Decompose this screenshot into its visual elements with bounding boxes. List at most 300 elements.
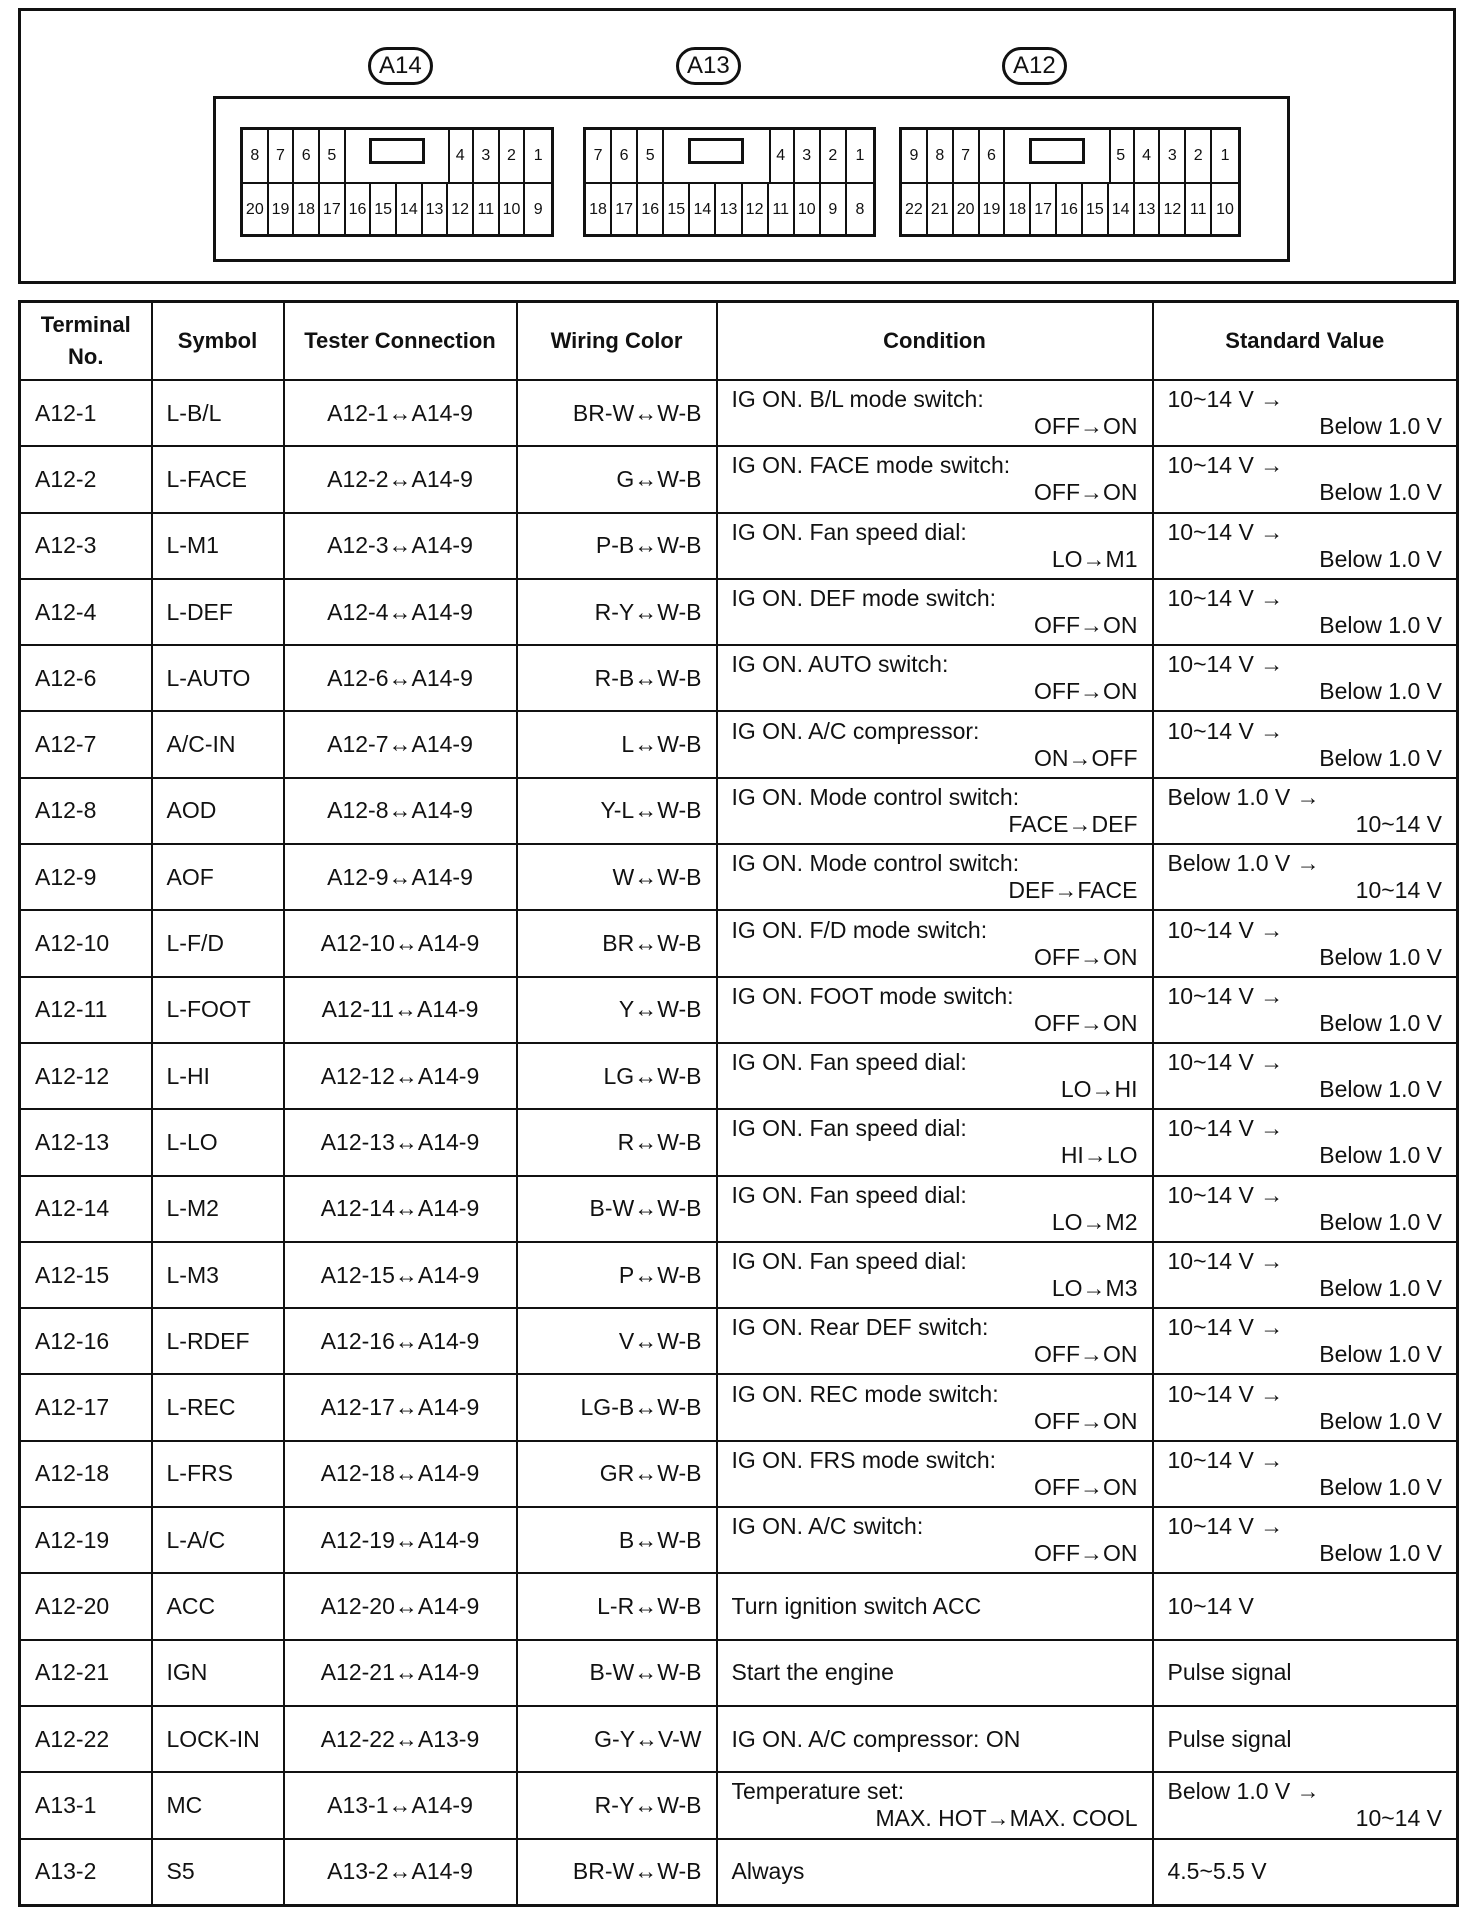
symbol-cell: IGN: [152, 1640, 284, 1706]
table-row: [20, 1706, 1458, 1772]
table-row: [20, 446, 1458, 512]
standard-value-result: Below 1.0 V: [1319, 1473, 1442, 1500]
table-row: [20, 1109, 1458, 1175]
table-row: [20, 380, 1458, 446]
terminal-table: [18, 300, 1459, 1907]
connector-label-a12: A12: [1002, 47, 1067, 85]
tester-connection-cell: A12-10↔A14-9: [284, 910, 517, 976]
condition-text: Turn ignition switch ACC: [731, 1592, 982, 1619]
condition-transition: LO→M2: [1051, 1208, 1138, 1235]
standard-value-text: 10~14 V →: [1167, 1446, 1284, 1473]
wiring-color-cell: BR-W↔W-B: [517, 1839, 717, 1906]
wiring-color-cell: B-W↔W-B: [517, 1640, 717, 1706]
symbol-cell: L-M2: [152, 1176, 284, 1242]
standard-value-result: Below 1.0 V: [1319, 1407, 1442, 1434]
wiring-color-cell: B-W↔W-B: [517, 1176, 717, 1242]
standard-value-result: Below 1.0 V: [1319, 1275, 1442, 1301]
pin-divider: [1109, 130, 1111, 182]
header-wiring: Wiring Color: [517, 302, 717, 381]
standard-value-result: Below 1.0 V: [1319, 678, 1442, 705]
terminal-cell: A12-15: [20, 1242, 152, 1308]
symbol-cell: L-FACE: [152, 446, 284, 512]
wiring-color-cell: GR↔W-B: [517, 1441, 717, 1507]
condition-cell: [717, 1176, 1153, 1242]
condition-text: IG ON. Fan speed dial:: [731, 1181, 967, 1208]
wiring-color-cell: BR↔W-B: [517, 910, 717, 976]
pin: 9: [902, 130, 928, 182]
symbol-cell: L-REC: [152, 1374, 284, 1440]
terminal-cell: A12-3: [20, 513, 152, 579]
standard-value-cell: [1153, 1839, 1458, 1906]
pin: 1: [855, 147, 865, 164]
pin: 22: [902, 184, 928, 236]
header-terminal: Terminal No.: [20, 302, 152, 381]
condition-transition: OFF→ON: [1034, 612, 1138, 639]
standard-value-text: 10~14 V →: [1167, 585, 1284, 612]
condition-text: IG ON. Fan speed dial:: [731, 1115, 967, 1142]
pin: 3: [795, 130, 821, 182]
condition-cell: [717, 1706, 1153, 1772]
connector-label-a14: A14: [368, 47, 433, 85]
table-row: [20, 910, 1458, 976]
wiring-color-cell: R-Y↔W-B: [517, 579, 717, 645]
tester-connection-cell: A12-18↔A14-9: [284, 1441, 517, 1507]
tester-connection-cell: A12-17↔A14-9: [284, 1374, 517, 1440]
condition-text: IG ON. FOOT mode switch:: [731, 982, 1014, 1009]
symbol-cell: L-B/L: [152, 380, 284, 446]
symbol-cell: L-AUTO: [152, 645, 284, 711]
table-row: [20, 513, 1458, 579]
connector-diagram: [18, 8, 1456, 284]
pin: 19: [269, 184, 295, 236]
condition-cell: [717, 1242, 1153, 1308]
tester-connection-cell: A12-3↔A14-9: [284, 513, 517, 579]
table-row: [20, 579, 1458, 645]
pin: 12: [1160, 184, 1186, 236]
tester-connection-cell: A12-4↔A14-9: [284, 579, 517, 645]
pin: 20: [954, 184, 980, 236]
symbol-cell: AOD: [152, 778, 284, 844]
table-row: [20, 1176, 1458, 1242]
standard-value-result: Below 1.0 V: [1319, 413, 1442, 440]
standard-value-text: 10~14 V →: [1167, 651, 1284, 678]
pin: 7: [269, 130, 295, 182]
condition-transition: OFF→ON: [1034, 1540, 1138, 1567]
condition-transition: LO→M1: [1051, 545, 1138, 572]
condition-cell: [717, 1640, 1153, 1706]
standard-value-text: 10~14 V →: [1167, 982, 1284, 1009]
condition-text: IG ON. A/C compressor: ON: [731, 1725, 1021, 1752]
terminal-cell: A13-1: [20, 1772, 152, 1838]
pin: 10: [500, 184, 526, 236]
terminal-cell: A12-18: [20, 1441, 152, 1507]
condition-transition: OFF→ON: [1034, 678, 1138, 705]
condition-text: IG ON. DEF mode switch:: [731, 585, 997, 612]
pin: 4: [1135, 130, 1161, 182]
condition-text: IG ON. Mode control switch:: [731, 850, 1020, 877]
tester-connection-cell: A12-21↔A14-9: [284, 1640, 517, 1706]
condition-cell: [717, 446, 1153, 512]
terminal-cell: A12-19: [20, 1507, 152, 1573]
symbol-cell: LOCK-IN: [152, 1706, 284, 1772]
pin: 8: [855, 201, 865, 218]
table-row: [20, 977, 1458, 1043]
condition-transition: MAX. HOT→MAX. COOL: [875, 1805, 1138, 1832]
condition-transition: FACE→DEF: [1008, 810, 1138, 837]
tester-connection-cell: A12-12↔A14-9: [284, 1043, 517, 1109]
standard-value-text: 10~14 V →: [1167, 1115, 1284, 1142]
terminal-cell: A12-12: [20, 1043, 152, 1109]
table-body: [20, 380, 1458, 1905]
table-row: [20, 778, 1458, 844]
wiring-color-cell: V↔W-B: [517, 1308, 717, 1374]
pin: 2: [821, 130, 847, 182]
symbol-cell: L-M1: [152, 513, 284, 579]
standard-value-result: Below 1.0 V: [1319, 612, 1442, 639]
table-row: [20, 1772, 1458, 1838]
condition-text: IG ON. FACE mode switch:: [731, 452, 1011, 479]
standard-value-cell: [1153, 1242, 1458, 1308]
pin: 17: [320, 184, 346, 236]
wiring-color-cell: BR-W↔W-B: [517, 380, 717, 446]
standard-value-result: 10~14 V: [1355, 810, 1442, 837]
standard-value-text: 10~14 V →: [1167, 1314, 1284, 1341]
standard-value-text: Below 1.0 V →: [1167, 1778, 1320, 1805]
condition-cell: [717, 513, 1153, 579]
condition-cell: [717, 910, 1153, 976]
standard-value-cell: [1153, 844, 1458, 910]
pin: 11: [474, 184, 500, 236]
tester-connection-cell: A12-9↔A14-9: [284, 844, 517, 910]
condition-cell: [717, 977, 1153, 1043]
standard-value-cell: [1153, 380, 1458, 446]
standard-value-text: 10~14 V →: [1167, 916, 1284, 943]
condition-text: IG ON. Fan speed dial:: [731, 1049, 967, 1076]
terminal-cell: A12-16: [20, 1308, 152, 1374]
header-standard: Standard Value: [1153, 302, 1458, 381]
pin: 13: [716, 184, 742, 236]
wiring-color-cell: W↔W-B: [517, 844, 717, 910]
pin: 5: [1109, 130, 1135, 182]
condition-text: IG ON. A/C compressor:: [731, 717, 980, 744]
terminal-cell: A12-6: [20, 645, 152, 711]
standard-value-cell: [1153, 1573, 1458, 1639]
table-row: [20, 1507, 1458, 1573]
table-row: [20, 1043, 1458, 1109]
standard-value-text: 10~14 V →: [1167, 452, 1284, 479]
condition-text: IG ON. Fan speed dial:: [731, 1248, 967, 1274]
standard-value-result: Below 1.0 V: [1319, 479, 1442, 506]
pin: 18: [1005, 184, 1031, 236]
pin: 19: [980, 184, 1006, 236]
symbol-cell: MC: [152, 1772, 284, 1838]
pin: 16: [346, 184, 372, 236]
tester-connection-cell: A12-6↔A14-9: [284, 645, 517, 711]
condition-cell: [717, 844, 1153, 910]
symbol-cell: S5: [152, 1839, 284, 1906]
standard-value-cell: [1153, 1507, 1458, 1573]
standard-value-text: 10~14 V →: [1167, 717, 1284, 744]
tester-connection-cell: A12-15↔A14-9: [284, 1242, 517, 1308]
standard-value-result: 10~14 V: [1355, 1805, 1442, 1832]
terminal-cell: A12-7: [20, 711, 152, 777]
symbol-cell: L-FOOT: [152, 977, 284, 1043]
pin: 8: [243, 130, 269, 182]
condition-text: Always: [731, 1858, 805, 1885]
condition-cell: [717, 1573, 1153, 1639]
pin: 13: [1135, 184, 1161, 236]
condition-cell: [717, 1374, 1153, 1440]
table-row: [20, 645, 1458, 711]
pin-row-bottom: [902, 182, 1238, 236]
pin: 6: [294, 130, 320, 182]
standard-value-cell: [1153, 1043, 1458, 1109]
terminal-cell: A12-21: [20, 1640, 152, 1706]
terminal-cell: A12-20: [20, 1573, 152, 1639]
standard-value-cell: [1153, 1706, 1458, 1772]
standard-value-cell: [1153, 1441, 1458, 1507]
terminal-cell: A12-4: [20, 579, 152, 645]
condition-text: IG ON. FRS mode switch:: [731, 1446, 997, 1473]
pin: 14: [397, 184, 423, 236]
condition-text: IG ON. B/L mode switch:: [731, 386, 984, 413]
table-row: [20, 844, 1458, 910]
wiring-color-cell: R-Y↔W-B: [517, 1772, 717, 1838]
standard-value-cell: [1153, 513, 1458, 579]
table-row: [20, 1839, 1458, 1906]
standard-value-result: Below 1.0 V: [1319, 1076, 1442, 1103]
standard-value-result: Below 1.0 V: [1319, 545, 1442, 572]
condition-transition: OFF→ON: [1034, 1407, 1138, 1434]
condition-cell: [717, 778, 1153, 844]
wiring-color-cell: Y↔W-B: [517, 977, 717, 1043]
standard-value-cell: [1153, 1772, 1458, 1838]
pin: 15: [1083, 184, 1109, 236]
condition-transition: OFF→ON: [1034, 1009, 1138, 1036]
pin: 21: [928, 184, 954, 236]
standard-value-result: Below 1.0 V: [1319, 1540, 1442, 1567]
pin: 1: [1220, 147, 1230, 164]
standard-value-cell: [1153, 446, 1458, 512]
standard-value-result: Below 1.0 V: [1319, 744, 1442, 771]
condition-cell: [717, 1308, 1153, 1374]
pin: 10: [1216, 201, 1234, 218]
connector-label-a13: A13: [676, 47, 741, 85]
standard-value-text: Below 1.0 V →: [1167, 783, 1320, 810]
pin: 7: [586, 130, 612, 182]
pin: 8: [928, 130, 954, 182]
condition-transition: LO→M3: [1051, 1275, 1138, 1301]
wiring-color-cell: Y-L↔W-B: [517, 778, 717, 844]
condition-cell: [717, 1441, 1153, 1507]
standard-value-cell: [1153, 1109, 1458, 1175]
terminal-cell: A12-22: [20, 1706, 152, 1772]
pin-row-top: [243, 130, 551, 182]
pin: 17: [612, 184, 638, 236]
standard-value-result: Below 1.0 V: [1319, 1142, 1442, 1169]
tester-connection-cell: A12-7↔A14-9: [284, 711, 517, 777]
terminal-cell: A12-2: [20, 446, 152, 512]
condition-cell: [717, 579, 1153, 645]
condition-cell: [717, 1109, 1153, 1175]
pin: 17: [1031, 184, 1057, 236]
wiring-color-cell: R-B↔W-B: [517, 645, 717, 711]
tester-connection-cell: A12-22↔A13-9: [284, 1706, 517, 1772]
wiring-color-cell: G-Y↔V-W: [517, 1706, 717, 1772]
condition-cell: [717, 711, 1153, 777]
standard-value-text: 10~14 V →: [1167, 1049, 1284, 1076]
table-header-row: [20, 302, 1458, 381]
condition-cell: [717, 1043, 1153, 1109]
terminal-cell: A12-9: [20, 844, 152, 910]
pin: 18: [586, 184, 612, 236]
standard-value-text: 4.5~5.5 V: [1167, 1858, 1267, 1885]
standard-value-cell: [1153, 910, 1458, 976]
pin-row-top: [902, 130, 1238, 182]
condition-transition: HI→LO: [1060, 1142, 1138, 1169]
pin: 11: [1186, 184, 1212, 236]
pin-row-bottom: [586, 182, 873, 236]
standard-value-cell: [1153, 1374, 1458, 1440]
symbol-cell: L-F/D: [152, 910, 284, 976]
tester-connection-cell: A12-16↔A14-9: [284, 1308, 517, 1374]
table-row: [20, 1374, 1458, 1440]
condition-transition: OFF→ON: [1034, 1473, 1138, 1500]
symbol-cell: AOF: [152, 844, 284, 910]
pin: 15: [371, 184, 397, 236]
pin: 14: [690, 184, 716, 236]
wiring-color-cell: LG↔W-B: [517, 1043, 717, 1109]
pin: 3: [1160, 130, 1186, 182]
standard-value-text: Pulse signal: [1167, 1659, 1292, 1686]
symbol-cell: L-A/C: [152, 1507, 284, 1573]
header-condition: Condition: [717, 302, 1153, 381]
pin: 2: [1186, 130, 1212, 182]
wiring-color-cell: P-B↔W-B: [517, 513, 717, 579]
symbol-cell: L-HI: [152, 1043, 284, 1109]
standard-value-result: Below 1.0 V: [1319, 943, 1442, 970]
pin: 5: [638, 130, 664, 182]
wiring-color-cell: R↔W-B: [517, 1109, 717, 1175]
wiring-color-cell: LG-B↔W-B: [517, 1374, 717, 1440]
wiring-color-cell: L-R↔W-B: [517, 1573, 717, 1639]
table-row: [20, 1441, 1458, 1507]
tester-connection-cell: A12-20↔A14-9: [284, 1573, 517, 1639]
header-symbol: Symbol: [152, 302, 284, 381]
condition-text: IG ON. REC mode switch:: [731, 1380, 999, 1407]
connector-key-notch: [369, 138, 425, 164]
standard-value-cell: [1153, 1308, 1458, 1374]
tester-connection-cell: A12-19↔A14-9: [284, 1507, 517, 1573]
terminal-cell: A12-17: [20, 1374, 152, 1440]
condition-text: Temperature set:: [731, 1778, 905, 1805]
pin: 12: [743, 184, 769, 236]
wiring-color-cell: L↔W-B: [517, 711, 717, 777]
table-row: [20, 1640, 1458, 1706]
pin: 10: [795, 184, 821, 236]
pin: 14: [1109, 184, 1135, 236]
standard-value-cell: [1153, 778, 1458, 844]
standard-value-text: 10~14 V →: [1167, 1380, 1284, 1407]
wiring-color-cell: G↔W-B: [517, 446, 717, 512]
connector-a13: [583, 127, 876, 237]
terminal-cell: A12-1: [20, 380, 152, 446]
condition-text: IG ON. Mode control switch:: [731, 783, 1020, 810]
standard-value-result: Below 1.0 V: [1319, 1009, 1442, 1036]
pin: 15: [664, 184, 690, 236]
tester-connection-cell: A12-14↔A14-9: [284, 1176, 517, 1242]
connector-a14: [240, 127, 554, 237]
pin-divider: [769, 130, 771, 182]
condition-cell: [717, 645, 1153, 711]
condition-transition: OFF→ON: [1034, 413, 1138, 440]
connector-key-notch: [1029, 138, 1085, 164]
standard-value-text: 10~14 V: [1167, 1592, 1254, 1619]
standard-value-text: Pulse signal: [1167, 1725, 1292, 1752]
table-row: [20, 1308, 1458, 1374]
condition-cell: [717, 1507, 1153, 1573]
standard-value-result: 10~14 V: [1355, 877, 1442, 904]
condition-transition: OFF→ON: [1034, 479, 1138, 506]
condition-transition: ON→OFF: [1034, 744, 1138, 771]
condition-transition: LO→HI: [1060, 1076, 1138, 1103]
pin: 3: [474, 130, 500, 182]
pin: 2: [500, 130, 526, 182]
tester-connection-cell: A12-2↔A14-9: [284, 446, 517, 512]
standard-value-result: Below 1.0 V: [1319, 1208, 1442, 1235]
symbol-cell: L-FRS: [152, 1441, 284, 1507]
pin: 9: [533, 201, 543, 218]
condition-cell: [717, 1772, 1153, 1838]
symbol-cell: L-RDEF: [152, 1308, 284, 1374]
pin: 6: [612, 130, 638, 182]
condition-transition: DEF→FACE: [1008, 877, 1138, 904]
tester-connection-cell: A13-2↔A14-9: [284, 1839, 517, 1906]
connector-a12: [899, 127, 1241, 237]
pin: 4: [448, 130, 474, 182]
tester-connection-cell: A12-8↔A14-9: [284, 778, 517, 844]
pin-row-top: [586, 130, 873, 182]
symbol-cell: L-LO: [152, 1109, 284, 1175]
tester-connection-cell: A12-11↔A14-9: [284, 977, 517, 1043]
pin: 11: [769, 184, 795, 236]
pin: 4: [769, 130, 795, 182]
condition-text: IG ON. Rear DEF switch:: [731, 1314, 989, 1341]
condition-text: IG ON. A/C switch:: [731, 1513, 924, 1540]
table-row: [20, 1573, 1458, 1639]
terminal-cell: A12-11: [20, 977, 152, 1043]
standard-value-cell: [1153, 977, 1458, 1043]
wiring-color-cell: P↔W-B: [517, 1242, 717, 1308]
condition-cell: [717, 1839, 1153, 1906]
standard-value-text: Below 1.0 V →: [1167, 850, 1320, 877]
pin: 6: [980, 130, 1006, 182]
condition-text: Start the engine: [731, 1659, 894, 1686]
table-row: [20, 1242, 1458, 1308]
condition-text: IG ON. Fan speed dial:: [731, 518, 967, 545]
connector-key-notch: [688, 138, 744, 164]
pin: 16: [638, 184, 664, 236]
tester-connection-cell: A13-1↔A14-9: [284, 1772, 517, 1838]
symbol-cell: ACC: [152, 1573, 284, 1639]
standard-value-cell: [1153, 645, 1458, 711]
pin: 18: [294, 184, 320, 236]
pin: 9: [821, 184, 847, 236]
standard-value-text: 10~14 V →: [1167, 518, 1284, 545]
standard-value-cell: [1153, 1176, 1458, 1242]
pin: 13: [423, 184, 449, 236]
tester-connection-cell: A12-1↔A14-9: [284, 380, 517, 446]
